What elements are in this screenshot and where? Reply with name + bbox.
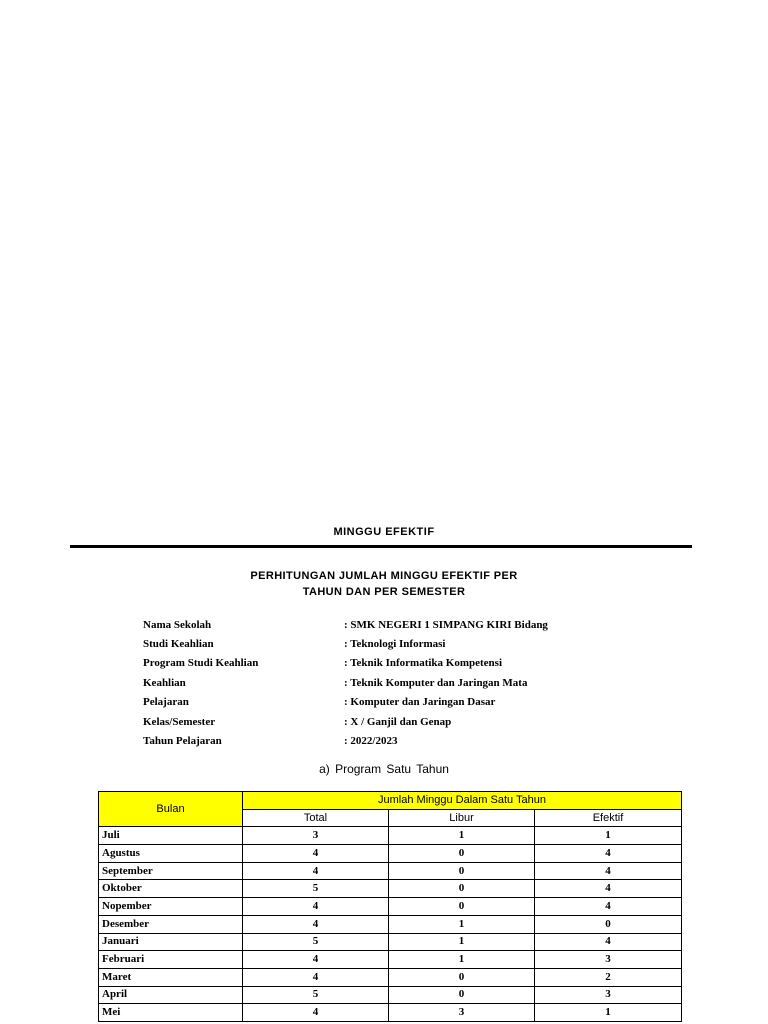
cell-efektif: 4: [535, 898, 682, 916]
info-label: Kelas/Semester: [143, 715, 216, 728]
column-header-efektif: Efektif: [535, 809, 682, 827]
cell-libur: 0: [389, 898, 535, 916]
info-value: : SMK NEGERI 1 SIMPANG KIRI Bidang: [344, 618, 548, 631]
info-value: : 2022/2023: [344, 735, 398, 748]
cell-efektif: 4: [535, 845, 682, 863]
document-header-title: MINGGU EFEKTIF: [333, 526, 435, 538]
info-row: [143, 693, 703, 712]
info-label: Keahlian: [143, 676, 186, 689]
cell-efektif: 1: [535, 827, 682, 845]
cell-bulan: Oktober: [99, 880, 243, 898]
info-row: [143, 712, 703, 731]
cell-total: 4: [243, 898, 389, 916]
info-value: : X / Ganjil dan Genap: [344, 715, 452, 728]
info-value: : Teknik Informatika Kompetensi: [344, 657, 502, 670]
cell-efektif: 1: [535, 1004, 682, 1022]
cell-libur: 1: [389, 827, 535, 845]
cell-efektif: 3: [535, 951, 682, 969]
school-info-block: [143, 615, 703, 751]
info-label: Studi Keahlian: [143, 638, 214, 651]
cell-total: 4: [243, 862, 389, 880]
cell-total: 3: [243, 827, 389, 845]
table-row: [99, 915, 682, 933]
cell-bulan: Agustus: [99, 845, 243, 863]
info-label: Tahun Pelajaran: [143, 735, 222, 748]
cell-bulan: April: [99, 986, 243, 1004]
column-header-bulan: Bulan: [99, 792, 243, 827]
table-row: [99, 880, 682, 898]
info-value: : Teknik Komputer dan Jaringan Mata: [344, 676, 528, 689]
cell-bulan: Nopember: [99, 898, 243, 916]
cell-bulan: Mei: [99, 1004, 243, 1022]
column-header-libur: Libur: [389, 809, 535, 827]
cell-efektif: 0: [535, 915, 682, 933]
header-divider: [70, 545, 692, 548]
cell-total: 5: [243, 933, 389, 951]
table-row: [99, 1004, 682, 1022]
table-row: [99, 951, 682, 969]
cell-bulan: September: [99, 862, 243, 880]
table-row: [99, 827, 682, 845]
effective-weeks-table: [98, 791, 682, 1022]
cell-total: 5: [243, 986, 389, 1004]
cell-total: 4: [243, 915, 389, 933]
cell-libur: 0: [389, 862, 535, 880]
cell-bulan: Maret: [99, 968, 243, 986]
table-row: [99, 933, 682, 951]
cell-libur: 1: [389, 933, 535, 951]
cell-libur: 0: [389, 845, 535, 863]
info-row: [143, 634, 703, 653]
cell-total: 4: [243, 968, 389, 986]
document-subtitle-line2: TAHUN DAN PER SEMESTER: [302, 586, 466, 598]
cell-libur: 1: [389, 951, 535, 969]
cell-bulan: Juli: [99, 827, 243, 845]
cell-efektif: 4: [535, 880, 682, 898]
cell-total: 5: [243, 880, 389, 898]
info-row: [143, 731, 703, 750]
document-subtitle-line1: PERHITUNGAN JUMLAH MINGGU EFEKTIF PER: [250, 570, 518, 582]
cell-bulan: Januari: [99, 933, 243, 951]
table-row: [99, 986, 682, 1004]
cell-bulan: Februari: [99, 951, 243, 969]
table-row: [99, 968, 682, 986]
info-label: Program Studi Keahlian: [143, 657, 259, 670]
cell-total: 4: [243, 951, 389, 969]
table-row: [99, 862, 682, 880]
info-row: [143, 654, 703, 673]
cell-total: 4: [243, 1004, 389, 1022]
cell-libur: 3: [389, 1004, 535, 1022]
cell-efektif: 4: [535, 933, 682, 951]
column-header-total: Total: [243, 809, 389, 827]
column-group-header: Jumlah Minggu Dalam Satu Tahun: [243, 792, 682, 810]
cell-efektif: 4: [535, 862, 682, 880]
info-row: [143, 615, 703, 634]
info-label: Pelajaran: [143, 696, 189, 709]
cell-bulan: Desember: [99, 915, 243, 933]
cell-total: 4: [243, 845, 389, 863]
info-label: Nama Sekolah: [143, 618, 212, 631]
cell-efektif: 2: [535, 968, 682, 986]
info-value: : Komputer dan Jaringan Dasar: [344, 696, 496, 709]
cell-libur: 0: [389, 880, 535, 898]
section-title: a) Program Satu Tahun: [319, 762, 449, 776]
cell-libur: 0: [389, 968, 535, 986]
table-row: [99, 898, 682, 916]
cell-efektif: 3: [535, 986, 682, 1004]
table-row: [99, 845, 682, 863]
cell-libur: 0: [389, 986, 535, 1004]
cell-libur: 1: [389, 915, 535, 933]
info-row: [143, 673, 703, 692]
info-value: : Teknologi Informasi: [344, 638, 446, 651]
